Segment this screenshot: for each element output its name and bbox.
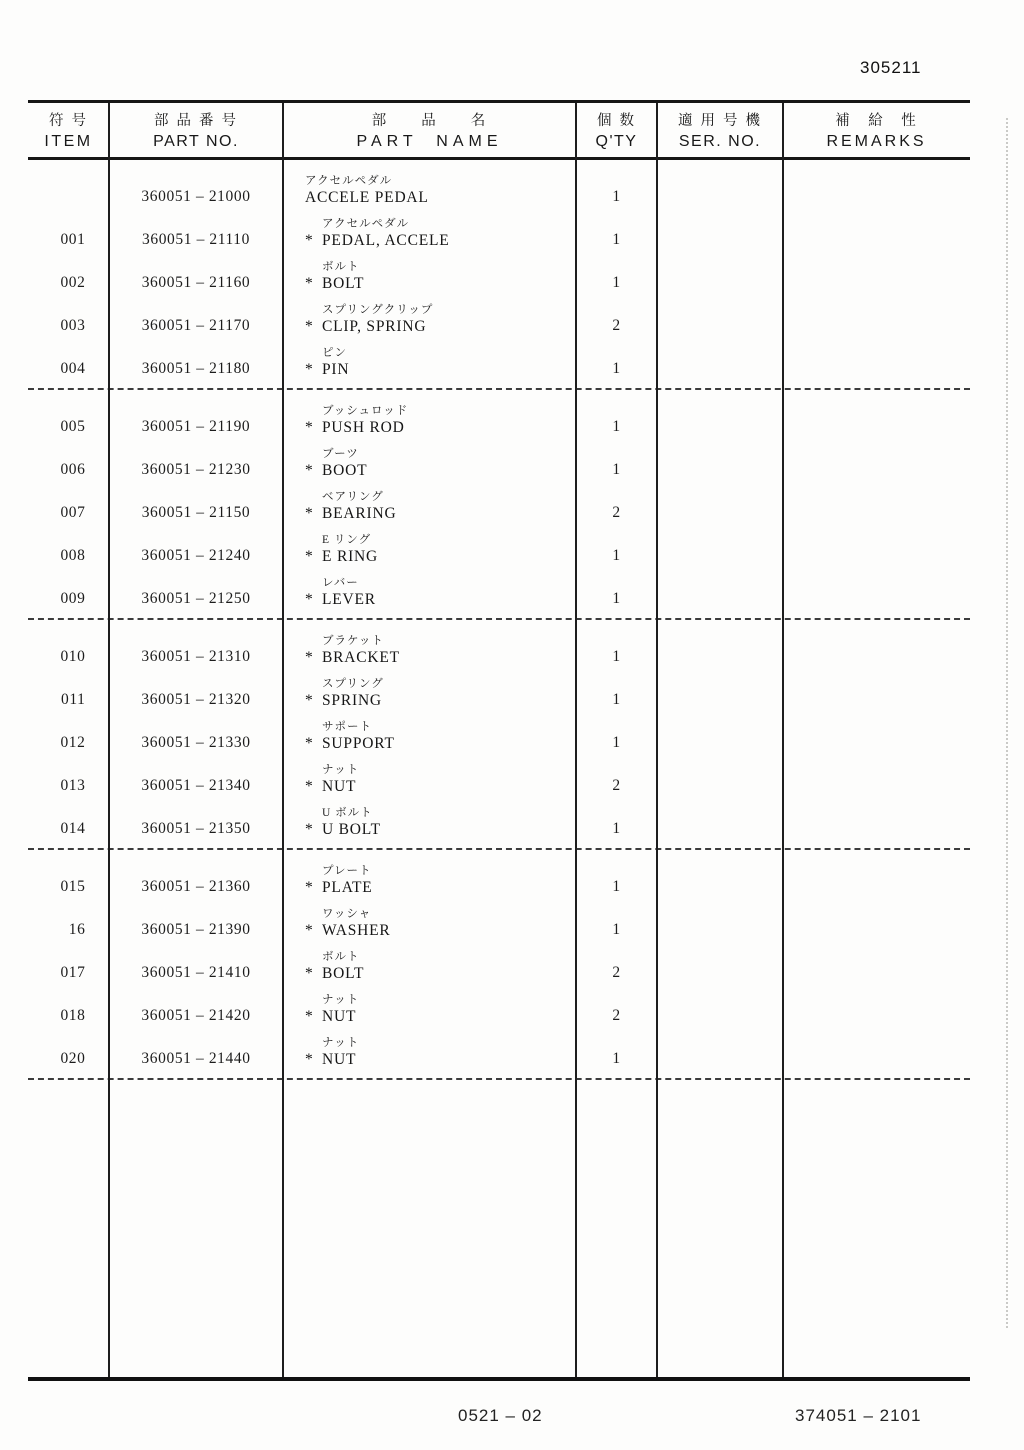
- qty-cell: 1: [612, 188, 621, 205]
- part-name-japanese: レバー: [322, 577, 359, 589]
- remarks-cell: [783, 485, 970, 528]
- part-row: [28, 255, 970, 298]
- part-name-cell: [283, 758, 576, 801]
- part-no-cell: 360051 – 21310: [141, 648, 251, 665]
- item-cell: [28, 1031, 109, 1074]
- qty-cell: 2: [612, 1007, 621, 1024]
- ser-no-cell: [657, 945, 783, 988]
- qty-cell: 1: [612, 691, 621, 708]
- part-name-text: BOLT: [322, 275, 365, 292]
- part-group-4: [28, 850, 970, 1080]
- asterisk-marker: *: [305, 419, 314, 436]
- part-name-japanese: サポート: [322, 721, 372, 733]
- item-cell: [28, 672, 109, 715]
- part-group-1: [28, 160, 970, 390]
- qty-cell: 1: [612, 590, 621, 607]
- asterisk-marker: *: [305, 505, 314, 522]
- part-name-text: WASHER: [322, 922, 391, 939]
- ser-no-cell: [657, 399, 783, 442]
- part-name-text: U BOLT: [322, 821, 381, 838]
- part-name-english: [305, 231, 450, 250]
- footer-doc-code: 374051 – 2101: [795, 1406, 922, 1425]
- part-row: [28, 1031, 970, 1074]
- remarks-cell: [783, 1031, 970, 1074]
- item-cell: [28, 715, 109, 758]
- part-group-3: [28, 620, 970, 850]
- remarks-cell: [783, 715, 970, 758]
- part-no-cell: 360051 – 21390: [141, 921, 251, 938]
- item-cell: [28, 341, 109, 384]
- part-name-english: [305, 691, 382, 710]
- asterisk-marker: *: [305, 649, 314, 666]
- part-name-japanese: E リング: [322, 534, 372, 546]
- part-name-cell: [283, 528, 576, 571]
- remarks-cell: [783, 758, 970, 801]
- part-name-japanese: ボルト: [322, 951, 360, 963]
- remarks-cell: [783, 629, 970, 672]
- part-name-cell: [283, 571, 576, 614]
- item-number: 020: [60, 1050, 86, 1067]
- qty-cell: 2: [612, 504, 621, 521]
- part-name-cell: [283, 399, 576, 442]
- part-name-japanese: スプリング: [322, 678, 384, 690]
- part-name-cell: [283, 212, 576, 255]
- ser-no-cell: [657, 629, 783, 672]
- part-row: [28, 169, 970, 212]
- item-cell: [28, 485, 109, 528]
- header-label-en-remarks: REMARKS: [826, 133, 927, 150]
- part-name-english: [305, 921, 391, 940]
- part-row: [28, 859, 970, 902]
- scan-artifact-dotted-line: [1006, 118, 1008, 1328]
- part-name-japanese: ベアリング: [322, 491, 384, 503]
- item-cell: [28, 528, 109, 571]
- qty-cell: 2: [612, 777, 621, 794]
- item-number: 001: [60, 231, 86, 248]
- part-name-japanese: ナット: [322, 1037, 360, 1049]
- part-name-japanese: スプリングクリップ: [322, 304, 434, 316]
- part-name-japanese: ナット: [322, 994, 360, 1006]
- part-no-cell: 360051 – 21240: [141, 547, 251, 564]
- asterisk-marker: *: [305, 1008, 314, 1025]
- item-number: 013: [60, 777, 86, 794]
- qty-cell: 1: [612, 878, 621, 895]
- part-name-text: BOLT: [322, 965, 365, 982]
- asterisk-marker: *: [305, 965, 314, 982]
- part-no-cell: 360051 – 21340: [141, 777, 251, 794]
- part-name-cell: [283, 1031, 576, 1074]
- asterisk-marker: *: [305, 462, 314, 479]
- ser-no-cell: [657, 801, 783, 844]
- part-row: [28, 212, 970, 255]
- item-number: 009: [60, 590, 86, 607]
- part-name-english: [305, 590, 376, 609]
- ser-no-cell: [657, 341, 783, 384]
- table-body: [28, 160, 970, 1080]
- part-name-text: PIN: [322, 361, 350, 378]
- part-row: [28, 629, 970, 672]
- part-name-cell: [283, 945, 576, 988]
- part-name-cell: [283, 902, 576, 945]
- part-name-japanese: ワッシャ: [322, 908, 372, 920]
- part-no-cell: 360051 – 21180: [141, 360, 251, 377]
- part-row: [28, 988, 970, 1031]
- part-no-cell: 360051 – 21230: [141, 461, 251, 478]
- asterisk-marker: *: [305, 692, 314, 709]
- part-name-cell: [283, 715, 576, 758]
- asterisk-marker: *: [305, 735, 314, 752]
- part-name-english: [305, 317, 426, 336]
- part-name-text: SPRING: [322, 692, 382, 709]
- header-cell-part_name: [283, 103, 576, 157]
- item-number: 015: [60, 878, 86, 895]
- remarks-cell: [783, 255, 970, 298]
- part-name-japanese: ピン: [322, 347, 347, 359]
- part-name-cell: [283, 801, 576, 844]
- part-name-text: NUT: [322, 1051, 357, 1068]
- parts-table: [28, 100, 970, 1381]
- item-cell: [28, 255, 109, 298]
- header-label-jp-remarks: 補 給 性: [835, 113, 918, 129]
- part-name-english: [305, 820, 381, 839]
- header-label-jp-part_name: 部 品 名: [371, 113, 488, 129]
- part-name-english: [305, 461, 367, 480]
- part-row: [28, 528, 970, 571]
- ser-no-cell: [657, 859, 783, 902]
- asterisk-marker: *: [305, 591, 314, 608]
- header-cell-part_no: [109, 103, 283, 157]
- item-cell: [28, 571, 109, 614]
- part-name-english: [305, 188, 429, 207]
- remarks-cell: [783, 341, 970, 384]
- asterisk-marker: *: [305, 1051, 314, 1068]
- part-name-japanese: ボルト: [322, 261, 360, 273]
- remarks-cell: [783, 672, 970, 715]
- footer-page-code: 0521 – 02: [458, 1406, 543, 1425]
- part-name-text: CLIP, SPRING: [322, 318, 427, 335]
- part-name-japanese: プレート: [322, 865, 372, 877]
- asterisk-marker: *: [305, 922, 314, 939]
- part-name-text: BRACKET: [322, 649, 400, 666]
- item-cell: [28, 945, 109, 988]
- ser-no-cell: [657, 212, 783, 255]
- remarks-cell: [783, 988, 970, 1031]
- part-name-japanese: U ボルト: [322, 807, 373, 819]
- item-cell: [28, 629, 109, 672]
- item-cell: [28, 801, 109, 844]
- part-group-2: [28, 390, 970, 620]
- part-name-text: SUPPORT: [322, 735, 395, 752]
- remarks-cell: [783, 399, 970, 442]
- part-row: [28, 715, 970, 758]
- part-row: [28, 801, 970, 844]
- part-no-cell: 360051 – 21420: [141, 1007, 251, 1024]
- part-name-english: [305, 360, 349, 379]
- part-no-cell: 360051 – 21190: [141, 418, 251, 435]
- item-number: 014: [60, 820, 86, 837]
- ser-no-cell: [657, 298, 783, 341]
- part-name-text: BOOT: [322, 462, 368, 479]
- part-no-cell: 360051 – 21110: [142, 231, 250, 248]
- part-name-text: E RING: [322, 548, 379, 565]
- ser-no-cell: [657, 442, 783, 485]
- part-row: [28, 485, 970, 528]
- part-row: [28, 945, 970, 988]
- part-name-cell: [283, 341, 576, 384]
- remarks-cell: [783, 801, 970, 844]
- asterisk-marker: *: [305, 821, 314, 838]
- part-row: [28, 298, 970, 341]
- part-row: [28, 442, 970, 485]
- part-name-japanese: ブラケット: [322, 635, 384, 647]
- item-cell: [28, 212, 109, 255]
- ser-no-cell: [657, 571, 783, 614]
- qty-cell: 1: [612, 231, 621, 248]
- part-name-cell: [283, 672, 576, 715]
- table-header: [28, 103, 970, 160]
- part-no-cell: 360051 – 21440: [141, 1050, 251, 1067]
- part-name-text: PEDAL, ACCELE: [322, 232, 450, 249]
- part-row: [28, 672, 970, 715]
- part-name-text: LEVER: [322, 591, 376, 608]
- header-cell-item: [28, 103, 109, 157]
- item-cell: [28, 859, 109, 902]
- item-number: 003: [60, 317, 86, 334]
- part-name-text: PUSH ROD: [322, 419, 405, 436]
- part-name-english: [305, 878, 373, 897]
- header-label-jp-ser_no: 適 用 号 機: [677, 113, 763, 129]
- header-cell-remarks: [783, 103, 970, 157]
- item-number: 018: [60, 1007, 86, 1024]
- part-name-japanese: ナット: [322, 764, 360, 776]
- part-no-cell: 360051 – 21160: [141, 274, 251, 291]
- part-no-cell: 360051 – 21410: [141, 964, 251, 981]
- asterisk-marker: *: [305, 361, 314, 378]
- asterisk-marker: *: [305, 275, 314, 292]
- part-name-cell: [283, 629, 576, 672]
- header-label-en-item: ITEM: [44, 133, 93, 150]
- part-name-text: PLATE: [322, 879, 373, 896]
- part-no-cell: 360051 – 21150: [141, 504, 251, 521]
- asterisk-marker: *: [305, 318, 314, 335]
- part-no-cell: 360051 – 21250: [141, 590, 251, 607]
- part-name-english: [305, 648, 400, 667]
- part-name-cell: [283, 442, 576, 485]
- item-cell: [28, 169, 109, 212]
- part-row: [28, 341, 970, 384]
- item-number: 017: [60, 964, 86, 981]
- ser-no-cell: [657, 672, 783, 715]
- qty-cell: 1: [612, 418, 621, 435]
- item-cell: [28, 399, 109, 442]
- ser-no-cell: [657, 1031, 783, 1074]
- item-cell: [28, 758, 109, 801]
- part-row: [28, 571, 970, 614]
- part-name-english: [305, 1050, 356, 1069]
- item-cell: [28, 442, 109, 485]
- item-number: 007: [60, 504, 86, 521]
- qty-cell: 1: [612, 648, 621, 665]
- qty-cell: 1: [612, 274, 621, 291]
- header-label-en-part_no: PART NO.: [153, 133, 239, 150]
- part-name-japanese: アクセルペダル: [305, 175, 393, 187]
- remarks-cell: [783, 859, 970, 902]
- part-name-cell: [283, 298, 576, 341]
- header-cell-qty: [576, 103, 657, 157]
- item-number: 006: [60, 461, 86, 478]
- qty-cell: 1: [612, 547, 621, 564]
- part-row: [28, 758, 970, 801]
- part-name-english: [305, 547, 378, 566]
- item-number: 011: [61, 691, 86, 708]
- item-cell: [28, 298, 109, 341]
- part-name-japanese: ブーツ: [322, 448, 359, 460]
- part-no-cell: 360051 – 21330: [141, 734, 251, 751]
- header-label-jp-part_no: 部 品 番 号: [153, 113, 239, 129]
- part-row: [28, 399, 970, 442]
- part-name-text: ACCELE PEDAL: [305, 189, 429, 206]
- ser-no-cell: [657, 988, 783, 1031]
- header-label-jp-qty: 個 数: [596, 113, 637, 129]
- remarks-cell: [783, 298, 970, 341]
- header-label-en-ser_no: SER. NO.: [678, 133, 762, 150]
- part-name-english: [305, 734, 395, 753]
- remarks-cell: [783, 528, 970, 571]
- qty-cell: 1: [612, 360, 621, 377]
- part-name-text: BEARING: [322, 505, 397, 522]
- part-name-japanese: ブッシュロッド: [322, 405, 409, 417]
- ser-no-cell: [657, 715, 783, 758]
- ser-no-cell: [657, 169, 783, 212]
- part-name-cell: [283, 485, 576, 528]
- item-number: 004: [60, 360, 86, 377]
- part-name-cell: [283, 988, 576, 1031]
- part-name-english: [305, 777, 356, 796]
- asterisk-marker: *: [305, 879, 314, 896]
- part-row: [28, 902, 970, 945]
- part-name-cell: [283, 859, 576, 902]
- doc-number: 305211: [860, 58, 922, 77]
- part-name-cell: [283, 255, 576, 298]
- header-label-jp-item: 符 号: [48, 113, 89, 129]
- header-label-en-qty: Q'TY: [595, 133, 638, 150]
- item-number: 005: [60, 418, 86, 435]
- asterisk-marker: *: [305, 778, 314, 795]
- item-number: 008: [60, 547, 86, 564]
- item-number: 010: [60, 648, 86, 665]
- remarks-cell: [783, 212, 970, 255]
- remarks-cell: [783, 442, 970, 485]
- ser-no-cell: [657, 255, 783, 298]
- part-no-cell: 360051 – 21360: [141, 878, 251, 895]
- qty-cell: 2: [612, 317, 621, 334]
- item-number: 012: [60, 734, 86, 751]
- ser-no-cell: [657, 528, 783, 571]
- asterisk-marker: *: [305, 548, 314, 565]
- item-cell: [28, 988, 109, 1031]
- ser-no-cell: [657, 485, 783, 528]
- remarks-cell: [783, 902, 970, 945]
- part-no-cell: 360051 – 21320: [141, 691, 251, 708]
- part-name-text: NUT: [322, 1008, 357, 1025]
- part-name-english: [305, 274, 364, 293]
- header-cell-ser_no: [657, 103, 783, 157]
- qty-cell: 2: [612, 964, 621, 981]
- item-cell: [28, 902, 109, 945]
- qty-cell: 1: [612, 734, 621, 751]
- part-name-japanese: アクセルペダル: [322, 218, 410, 230]
- part-name-english: [305, 964, 364, 983]
- item-number: 16: [68, 921, 86, 938]
- part-name-english: [305, 504, 397, 523]
- header-label-en-part_name: PART NAME: [356, 133, 503, 150]
- ser-no-cell: [657, 902, 783, 945]
- qty-cell: 1: [612, 820, 621, 837]
- remarks-cell: [783, 169, 970, 212]
- part-name-english: [305, 418, 405, 437]
- part-name-text: NUT: [322, 778, 357, 795]
- qty-cell: 1: [612, 1050, 621, 1067]
- part-name-cell: [283, 169, 576, 212]
- part-no-cell: 360051 – 21170: [141, 317, 251, 334]
- item-number: 002: [60, 274, 86, 291]
- remarks-cell: [783, 945, 970, 988]
- part-no-cell: 360051 – 21350: [141, 820, 251, 837]
- ser-no-cell: [657, 758, 783, 801]
- qty-cell: 1: [612, 921, 621, 938]
- qty-cell: 1: [612, 461, 621, 478]
- remarks-cell: [783, 571, 970, 614]
- asterisk-marker: *: [305, 232, 314, 249]
- part-name-english: [305, 1007, 356, 1026]
- part-no-cell: 360051 – 21000: [141, 188, 251, 205]
